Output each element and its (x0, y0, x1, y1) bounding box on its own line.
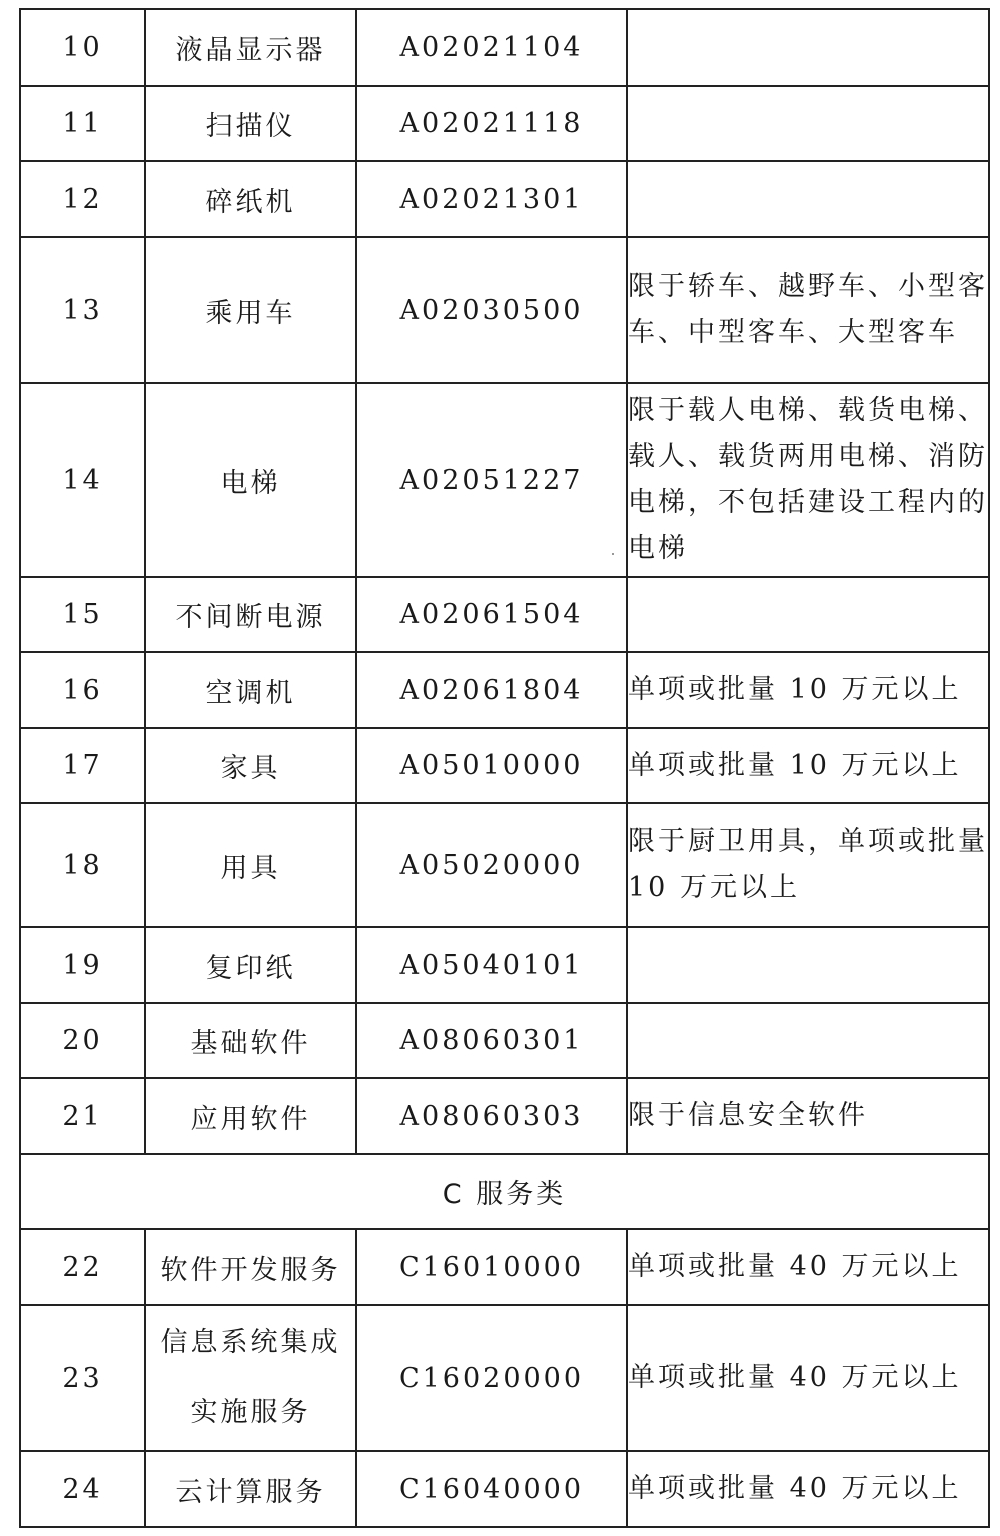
table-row (20, 803, 989, 927)
table-row (20, 1078, 989, 1154)
item-name (145, 1451, 356, 1527)
procurement-catalog-table (19, 8, 990, 1528)
item-name: 基础软件 (145, 1003, 356, 1078)
item-code: A02021104 (356, 9, 627, 86)
item-name-line: 云计算服务 (175, 1476, 326, 1508)
table-row (20, 927, 989, 1003)
section-heading-row (20, 1154, 989, 1229)
item-note: 单项或批量 10 万元以上 (627, 728, 989, 803)
item-note: 单项或批量 40 万元以上 (627, 1305, 989, 1451)
row-number: 13 (20, 237, 145, 383)
row-number: 10 (20, 9, 145, 86)
row-number: 15 (20, 577, 145, 652)
row-number: 17 (20, 728, 145, 803)
item-note: 单项或批量 10 万元以上 (627, 652, 989, 728)
row-number: 22 (20, 1229, 145, 1305)
item-code: A02051227 (356, 383, 627, 577)
item-note: 限于厨卫用具，单项或批量 10 万元以上 (627, 803, 989, 927)
row-number: 18 (20, 803, 145, 927)
item-name: 用具 (145, 803, 356, 927)
table-row (20, 1229, 989, 1305)
item-name-line: 软件开发服务 (160, 1254, 341, 1286)
row-number: 19 (20, 927, 145, 1003)
item-code: A05020000 (356, 803, 627, 927)
item-note: 单项或批量 40 万元以上 (627, 1451, 989, 1527)
item-name: 空调机 (145, 652, 356, 728)
item-name: 复印纸 (145, 927, 356, 1003)
row-number: 23 (20, 1305, 145, 1451)
item-note (627, 577, 989, 652)
item-code: A02021118 (356, 86, 627, 161)
row-number: 16 (20, 652, 145, 728)
table-row (20, 1451, 989, 1527)
item-code: A05040101 (356, 927, 627, 1003)
table-row (20, 161, 989, 237)
item-code: A08060301 (356, 1003, 627, 1078)
item-note: 限于载人电梯、载货电梯、载人、载货两用电梯、消防电梯，不包括建设工程内的电梯 (627, 383, 989, 577)
row-number: 14 (20, 383, 145, 577)
table-row (20, 383, 989, 577)
row-number: 11 (20, 86, 145, 161)
item-code: A08060303 (356, 1078, 627, 1154)
table-row (20, 728, 989, 803)
scan-speck (612, 553, 614, 555)
item-code: C16020000 (356, 1305, 627, 1451)
item-name-line: 信息系统集成 (160, 1327, 341, 1358)
item-code: A05010000 (356, 728, 627, 803)
item-code: A02030500 (356, 237, 627, 383)
item-name-line: 实施服务 (190, 1397, 311, 1428)
item-name: 不间断电源 (145, 577, 356, 652)
table-row (20, 237, 989, 383)
item-name: 扫描仪 (145, 86, 356, 161)
item-note: 限于轿车、越野车、小型客车、中型客车、大型客车 (627, 237, 989, 383)
row-number: 21 (20, 1078, 145, 1154)
table-body (20, 9, 989, 1527)
table-row (20, 86, 989, 161)
item-name: 碎纸机 (145, 161, 356, 237)
item-name: 乘用车 (145, 237, 356, 383)
row-number: 12 (20, 161, 145, 237)
section-heading: C 服务类 (20, 1154, 989, 1229)
item-note (627, 161, 989, 237)
item-note (627, 9, 989, 86)
item-code: A02021301 (356, 161, 627, 237)
item-name: 应用软件 (145, 1078, 356, 1154)
table-row (20, 9, 989, 86)
row-number: 20 (20, 1003, 145, 1078)
table-row (20, 1003, 989, 1078)
item-code: C16040000 (356, 1451, 627, 1527)
item-name (145, 1305, 356, 1451)
item-note (627, 86, 989, 161)
item-code: A02061504 (356, 577, 627, 652)
item-code: C16010000 (356, 1229, 627, 1305)
item-name: 家具 (145, 728, 356, 803)
table-row (20, 577, 989, 652)
item-name: 电梯 (145, 383, 356, 577)
table-row (20, 1305, 989, 1451)
item-note (627, 1003, 989, 1078)
item-name (145, 1229, 356, 1305)
item-note (627, 927, 989, 1003)
table-row (20, 652, 989, 728)
item-note: 限于信息安全软件 (627, 1078, 989, 1154)
item-name: 液晶显示器 (145, 9, 356, 86)
item-note: 单项或批量 40 万元以上 (627, 1229, 989, 1305)
item-code: A02061804 (356, 652, 627, 728)
row-number: 24 (20, 1451, 145, 1527)
